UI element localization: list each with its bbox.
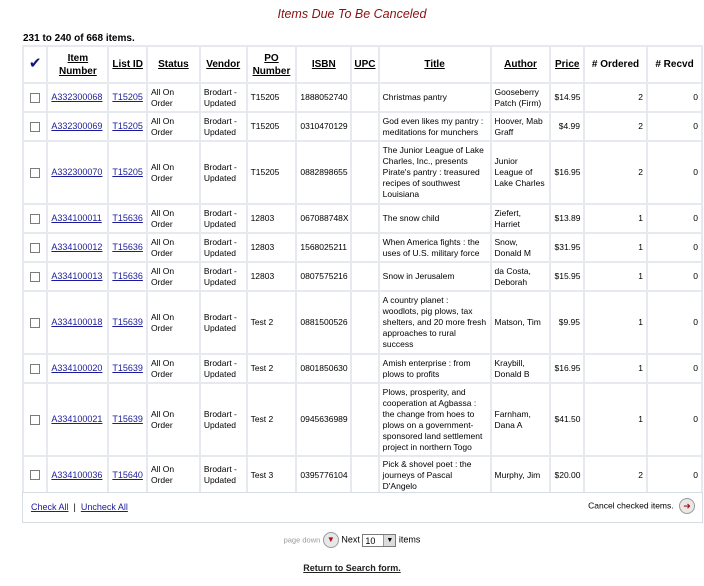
- recvd-cell: 0: [648, 457, 701, 493]
- list-id-cell: [109, 263, 146, 290]
- ordered-cell: 1: [585, 384, 646, 455]
- table-row: [24, 205, 701, 232]
- row-checkbox[interactable]: [30, 415, 40, 425]
- recvd-cell: 0: [648, 205, 701, 232]
- isbn-cell: 0807575216: [297, 263, 350, 290]
- status-cell: All On Order: [148, 384, 199, 455]
- list-id-link[interactable]: T15636: [112, 271, 143, 281]
- table-row: [24, 234, 701, 261]
- col-vendor[interactable]: Vendor: [201, 47, 246, 82]
- item-number-link[interactable]: A334100012: [51, 242, 103, 252]
- isbn-cell: 0801850630: [297, 355, 350, 382]
- po-number-cell: T15205: [248, 84, 296, 111]
- col-status[interactable]: Status: [148, 47, 199, 82]
- title-cell: When America fights : the uses of U.S. military force: [380, 234, 490, 261]
- recvd-cell: 0: [648, 142, 701, 203]
- recvd-cell: 0: [648, 355, 701, 382]
- next-label: Next: [341, 534, 360, 545]
- recvd-cell: 0: [648, 113, 701, 140]
- ordered-cell: 1: [585, 292, 646, 353]
- recvd-cell: 0: [648, 84, 701, 111]
- vendor-cell: Brodart - Updated: [201, 142, 246, 203]
- title-cell: A country planet : woodlots, pig plows, tax shelters, and 20 more fresh approaches to rural success: [380, 292, 490, 353]
- row-checkbox[interactable]: [30, 364, 40, 374]
- items-label: items: [398, 534, 421, 545]
- author-cell: Murphy, Jim: [492, 457, 550, 493]
- isbn-cell: 0395776104: [297, 457, 350, 493]
- row-checkbox[interactable]: [30, 470, 40, 480]
- po-number-cell: T15205: [248, 142, 296, 203]
- upc-cell: [352, 457, 377, 493]
- status-cell: All On Order: [148, 205, 199, 232]
- upc-cell: [352, 384, 377, 455]
- author-cell: Matson, Tim: [492, 292, 550, 353]
- select-all-header[interactable]: [24, 47, 46, 82]
- col-upc[interactable]: UPC: [352, 47, 377, 82]
- item-number-link[interactable]: A334100011: [51, 213, 102, 223]
- recvd-cell: 0: [648, 263, 701, 290]
- author-cell: Junior League of Lake Charles: [492, 142, 550, 203]
- result-count: 231 to 240 of 668 items.: [23, 33, 135, 44]
- items-table: [22, 45, 703, 495]
- item-number-cell: [48, 84, 107, 111]
- row-checkbox[interactable]: [30, 93, 40, 103]
- po-number-cell: Test 2: [248, 292, 296, 353]
- po-number-cell: Test 2: [248, 384, 296, 455]
- list-id-link[interactable]: T15205: [112, 92, 143, 102]
- vendor-cell: Brodart - Updated: [201, 234, 246, 261]
- upc-cell: [352, 355, 377, 382]
- ordered-cell: 1: [585, 205, 646, 232]
- po-number-cell: Test 2: [248, 355, 296, 382]
- price-cell: $16.95: [551, 355, 583, 382]
- check-all-link[interactable]: Check All: [31, 502, 69, 512]
- po-number-cell: Test 3: [248, 457, 296, 493]
- author-cell: Snow, Donald M: [492, 234, 550, 261]
- upc-cell: [352, 234, 377, 261]
- isbn-cell: 1888052740: [297, 84, 350, 111]
- checkbox-cell[interactable]: [24, 113, 46, 140]
- list-id-link[interactable]: T15639: [112, 414, 143, 424]
- table-row: [24, 292, 701, 353]
- ordered-cell: 2: [585, 113, 646, 140]
- col-isbn[interactable]: ISBN: [297, 47, 350, 82]
- price-cell: $20.00: [551, 457, 583, 493]
- uncheck-all-link[interactable]: Uncheck All: [80, 502, 128, 512]
- author-cell: Ziefert, Harriet: [492, 205, 550, 232]
- row-checkbox[interactable]: [30, 318, 40, 328]
- col-author[interactable]: Author: [492, 47, 550, 82]
- table-row: [24, 263, 701, 290]
- title-cell: Snow in Jerusalem: [380, 263, 490, 290]
- col-price[interactable]: Price: [551, 47, 583, 82]
- list-id-cell: [109, 142, 146, 203]
- dropdown-arrow-icon[interactable]: ▼: [383, 535, 395, 546]
- checkbox-cell[interactable]: [24, 457, 46, 493]
- checkbox-cell[interactable]: [24, 84, 46, 111]
- vendor-cell: Brodart - Updated: [201, 84, 246, 111]
- col-list-id[interactable]: List ID: [109, 47, 146, 82]
- return-to-search-link[interactable]: Return to Search form.: [303, 563, 401, 573]
- row-checkbox[interactable]: [30, 272, 40, 282]
- status-cell: All On Order: [148, 292, 199, 353]
- isbn-cell: 0310470129: [297, 113, 350, 140]
- list-id-link[interactable]: T15636: [112, 242, 143, 252]
- next-count-select[interactable]: [362, 534, 396, 547]
- vendor-cell: Brodart - Updated: [201, 355, 246, 382]
- table-row: [24, 355, 701, 382]
- price-cell: $15.95: [551, 263, 583, 290]
- item-number-cell: [48, 457, 107, 493]
- status-cell: All On Order: [148, 84, 199, 111]
- item-number-link[interactable]: A334100020: [51, 363, 103, 373]
- item-number-cell: [48, 142, 107, 203]
- author-cell: Kraybill, Donald B: [492, 355, 550, 382]
- recvd-cell: 0: [648, 384, 701, 455]
- row-checkbox[interactable]: [30, 168, 40, 178]
- page-down-button[interactable]: [323, 532, 339, 548]
- col-title[interactable]: Title: [380, 47, 490, 82]
- upc-cell: [352, 292, 377, 353]
- vendor-cell: Brodart - Updated: [201, 457, 246, 493]
- table-footer: [22, 492, 703, 523]
- page-title: Items Due To Be Canceled: [277, 7, 427, 21]
- item-number-link[interactable]: A334100036: [51, 469, 103, 480]
- price-cell: $16.95: [551, 142, 583, 203]
- upc-cell: [352, 113, 377, 140]
- item-number-cell: [48, 292, 107, 353]
- checkbox-cell[interactable]: [24, 234, 46, 261]
- upc-cell: [352, 142, 377, 203]
- upc-cell: [352, 205, 377, 232]
- header-row: [24, 47, 701, 82]
- list-id-link[interactable]: T15639: [112, 317, 143, 327]
- table-row: [24, 384, 701, 455]
- status-cell: All On Order: [148, 355, 199, 382]
- price-cell: $4.99: [551, 113, 583, 140]
- vendor-cell: Brodart - Updated: [201, 263, 246, 290]
- ordered-cell: 2: [585, 457, 646, 493]
- row-checkbox[interactable]: [30, 122, 40, 132]
- checkbox-cell[interactable]: [24, 142, 46, 203]
- po-number-cell: 12803: [248, 205, 296, 232]
- vendor-cell: Brodart - Updated: [201, 292, 246, 353]
- cancel-checked-button[interactable]: [679, 498, 695, 514]
- price-cell: $41.50: [551, 384, 583, 455]
- checkbox-cell[interactable]: [24, 384, 46, 455]
- isbn-cell: 0882898655: [297, 142, 350, 203]
- item-number-link[interactable]: A332300069: [51, 121, 103, 131]
- checkbox-cell[interactable]: [24, 292, 46, 353]
- status-cell: All On Order: [148, 234, 199, 261]
- price-cell: $14.95: [551, 84, 583, 111]
- list-id-link[interactable]: T15639: [112, 363, 143, 373]
- ordered-cell: 2: [585, 142, 646, 203]
- list-id-link[interactable]: T15636: [112, 213, 143, 223]
- title-cell: The Junior League of Lake Charles, Inc., presents Pirate's pantry : treasured recipes of southwest Louisiana: [380, 142, 490, 203]
- col-po-number[interactable]: PO Number: [248, 47, 296, 82]
- table-row: [24, 113, 701, 140]
- item-number-cell: [48, 205, 107, 232]
- list-id-cell: [109, 355, 146, 382]
- ordered-cell: 2: [585, 84, 646, 111]
- link-separator: |: [73, 502, 76, 512]
- pager: [0, 532, 704, 548]
- item-number-link[interactable]: A334100021: [51, 414, 103, 424]
- table-row: [24, 457, 701, 493]
- author-cell: Gooseberry Patch (Firm): [492, 84, 550, 111]
- vendor-cell: Brodart - Updated: [201, 384, 246, 455]
- ordered-cell: 1: [585, 234, 646, 261]
- checkbox-cell[interactable]: [24, 263, 46, 290]
- item-number-link[interactable]: A332300070: [51, 167, 103, 177]
- chevron-down-icon: ▼: [326, 535, 335, 544]
- upc-cell: [352, 84, 377, 111]
- status-cell: All On Order: [148, 457, 199, 493]
- item-number-cell: [48, 113, 107, 140]
- list-id-cell: [109, 292, 146, 353]
- table-row: [24, 84, 701, 111]
- upc-cell: [352, 263, 377, 290]
- checkmark-icon[interactable]: ✔: [28, 55, 42, 72]
- title-cell: Amish enterprise : from plows to profits: [380, 355, 490, 382]
- col-recvd: # Recvd: [648, 47, 701, 82]
- vendor-cell: Brodart - Updated: [201, 113, 246, 140]
- status-cell: All On Order: [148, 142, 199, 203]
- title-cell: Pick & shovel poet : the journeys of Pascal D'Angelo: [380, 457, 490, 493]
- checkbox-cell[interactable]: [24, 355, 46, 382]
- row-checkbox[interactable]: [30, 214, 40, 224]
- title-cell: Christmas pantry: [380, 84, 490, 111]
- price-cell: $31.95: [551, 234, 583, 261]
- item-number-cell: [48, 234, 107, 261]
- title-cell: Plows, prosperity, and cooperation at Agbassa : the change from hoes to plows on a government-sponsored land settlement project in northern Togo: [380, 384, 490, 455]
- cancel-checked-label: Cancel checked items.: [588, 500, 674, 511]
- item-number-link[interactable]: A332300068: [51, 92, 103, 102]
- table-row: [24, 142, 701, 203]
- item-number-link[interactable]: A334100018: [51, 317, 103, 327]
- list-id-link[interactable]: T15640: [112, 469, 143, 480]
- price-cell: $13.89: [551, 205, 583, 232]
- page-down-label: page down: [283, 535, 321, 545]
- item-number-cell: [48, 384, 107, 455]
- list-id-cell: [109, 234, 146, 261]
- row-checkbox[interactable]: [30, 243, 40, 253]
- title-cell: God even likes my pantry : meditations for munchers: [380, 113, 490, 140]
- po-number-cell: T15205: [248, 113, 296, 140]
- list-id-link[interactable]: T15205: [112, 121, 143, 131]
- author-cell: Hoover, Mab Graff: [492, 113, 550, 140]
- title-cell: The snow child: [380, 205, 490, 232]
- author-cell: Farnham, Dana A: [492, 384, 550, 455]
- arrow-right-icon: ➜: [683, 501, 691, 511]
- list-id-link[interactable]: T15205: [112, 167, 143, 177]
- list-id-cell: [109, 205, 146, 232]
- recvd-cell: 0: [648, 292, 701, 353]
- items-table-container: [22, 45, 703, 495]
- list-id-cell: [109, 84, 146, 111]
- checkbox-cell[interactable]: [24, 205, 46, 232]
- vendor-cell: Brodart - Updated: [201, 205, 246, 232]
- list-id-cell: [109, 457, 146, 493]
- recvd-cell: 0: [648, 234, 701, 261]
- isbn-cell: 1568025211: [297, 234, 350, 261]
- ordered-cell: 1: [585, 355, 646, 382]
- isbn-cell: 067088748X: [297, 205, 350, 232]
- list-id-cell: [109, 113, 146, 140]
- isbn-cell: 0881500526: [297, 292, 350, 353]
- ordered-cell: 1: [585, 263, 646, 290]
- next-count-value: 10: [365, 535, 376, 546]
- author-cell: da Costa, Deborah: [492, 263, 550, 290]
- item-number-cell: [48, 355, 107, 382]
- list-id-cell: [109, 384, 146, 455]
- price-cell: $9.95: [551, 292, 583, 353]
- status-cell: All On Order: [148, 113, 199, 140]
- item-number-cell: [48, 263, 107, 290]
- col-ordered: # Ordered: [585, 47, 646, 82]
- status-cell: All On Order: [148, 263, 199, 290]
- col-item-number[interactable]: Item Number: [48, 47, 107, 82]
- po-number-cell: 12803: [248, 263, 296, 290]
- item-number-link[interactable]: A334100013: [51, 271, 103, 281]
- isbn-cell: 0945636989: [297, 384, 350, 455]
- po-number-cell: 12803: [248, 234, 296, 261]
